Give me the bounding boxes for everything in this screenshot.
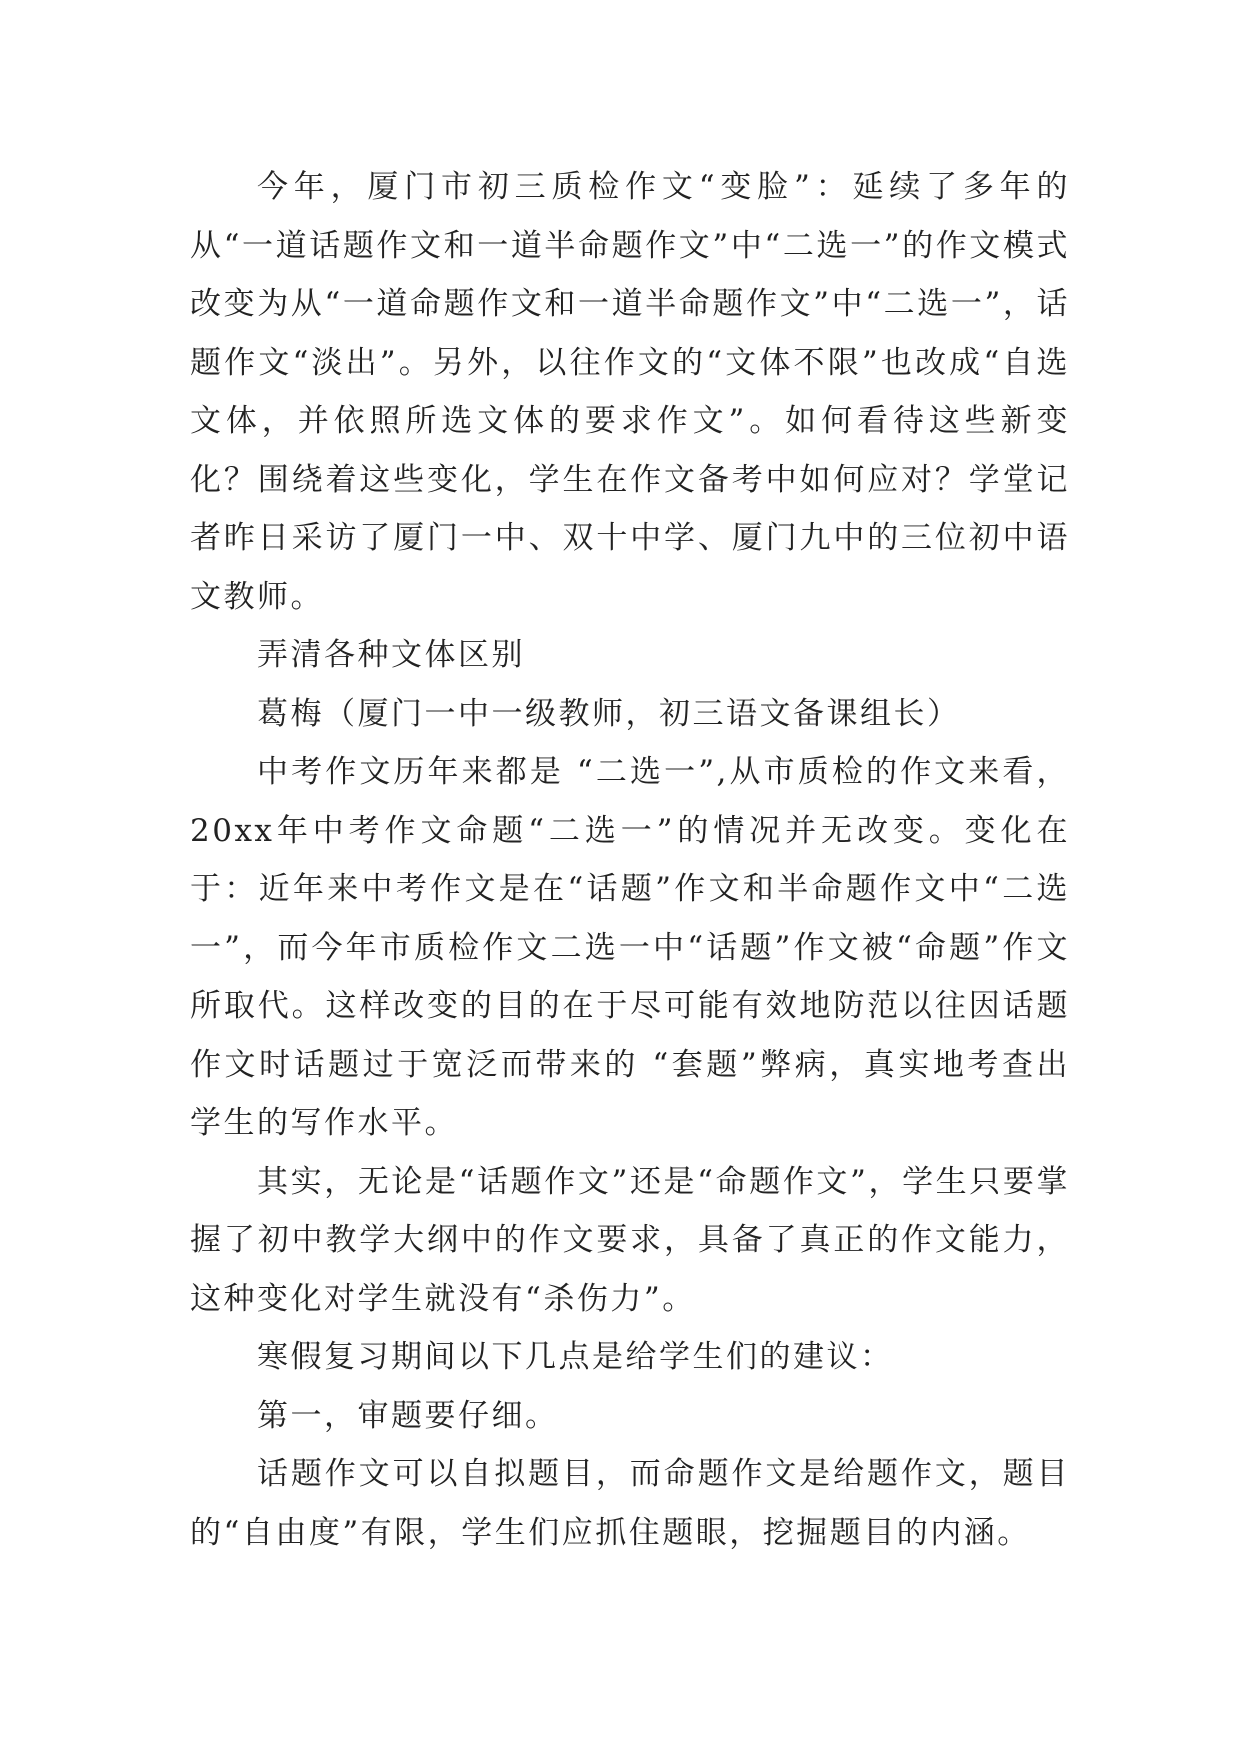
author-line: 葛梅（厦门一中一级教师，初三语文备课组长） xyxy=(257,695,961,732)
section-heading: 弄清各种文体区别 xyxy=(257,637,525,673)
body-paragraph: 第一，审题要仔细。 xyxy=(257,1397,559,1434)
body-paragraph: 其实，无论是“话题作文”还是“命题作文”，学生只要掌握了初中教学大纲中的作文要求，具备了真正的作文能力，这种变化对学生就没有“杀伤力”。 xyxy=(190,1163,1070,1317)
body-paragraph: 中考作文历年来都是 “二选一”,从市质检的作文来看，20xx年中考作文命题“二选一”的情况并无改变。变化在于：近年来中考作文是在“话题”作文和半命题作文中“二选一”，而今年市质检作文二选一中“话题”作文被“命题”作文所取代。这样改变的目的在于尽可能有效地防范以往因话题作文时话题过于宽泛而带来的 “套题”弊病，真实地考查出学生的写作水平。 xyxy=(190,754,1070,1141)
document-body xyxy=(190,158,1070,1562)
intro-paragraph: 今年，厦门市初三质检作文“变脸”：延续了多年的从“一道话题作文和一道半命题作文”中“二选一”的作文模式改变为从“一道命题作文和一道半命题作文”中“二选一”，话题作文“淡出”。另外，以往作文的“文体不限”也改成“自选文体，并依照所选文体的要求作文”。如何看待这些新变化？围绕着这些变化，学生在作文备考中如何应对？学堂记者昨日采访了厦门一中、双十中学、厦门九中的三位初中语文教师。 xyxy=(190,169,1070,615)
body-paragraph: 寒假复习期间以下几点是给学生们的建议： xyxy=(257,1339,894,1375)
body-paragraph: 话题作文可以自拟题目，而命题作文是给题作文，题目的“自由度”有限，学生们应抓住题眼，挖掘题目的内涵。 xyxy=(190,1456,1070,1551)
